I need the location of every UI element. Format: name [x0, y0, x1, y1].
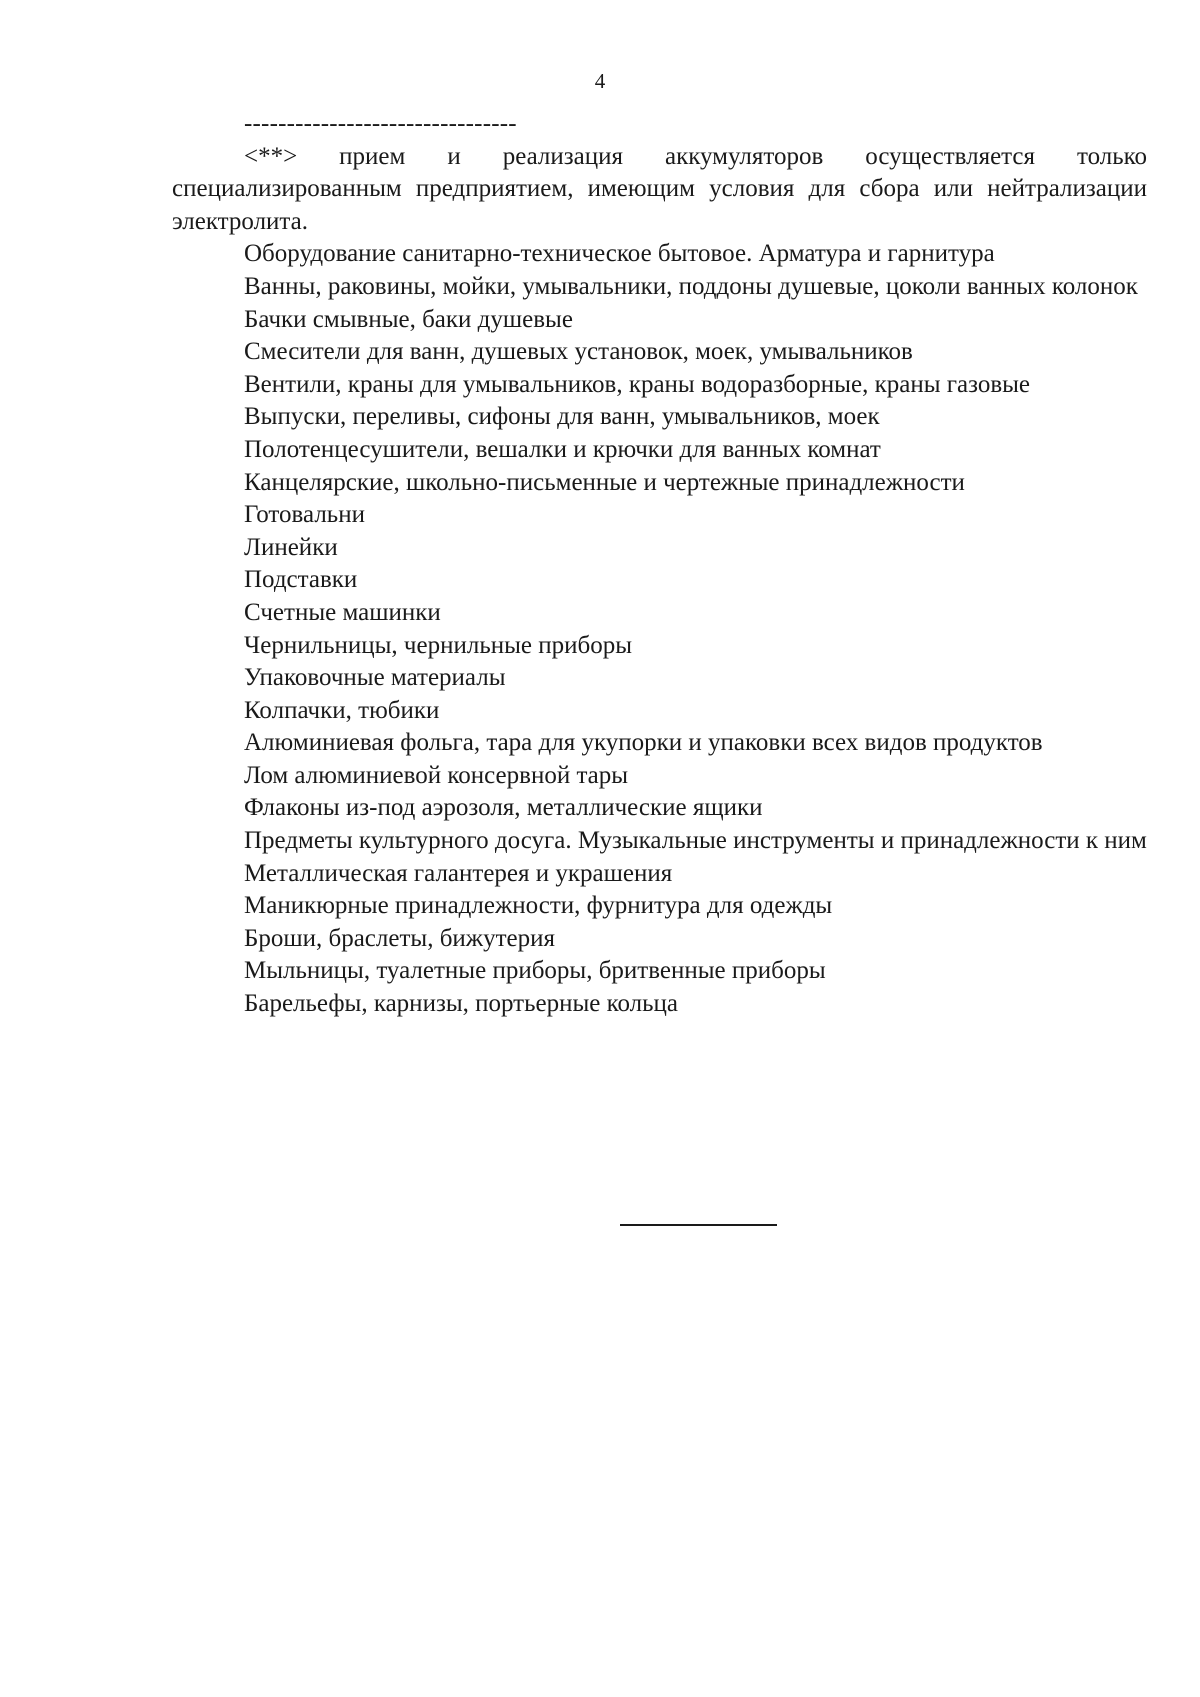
list-item: Упаковочные материалы — [244, 664, 506, 692]
list-item: Флаконы из-под аэрозоля, металлические ящики — [244, 794, 763, 822]
list-item: Чернильницы, чернильные приборы — [244, 631, 633, 659]
list-item: Броши, браслеты, бижутерия — [244, 924, 555, 952]
list-item: Лом алюминиевой консервной тары — [244, 761, 629, 789]
list-item: Смесители для ванн, душевых установок, моек, умывальников — [244, 338, 913, 366]
list-item: Предметы культурного досуга. Музыкальные инструменты и принадлежности к ним — [244, 827, 1147, 855]
list-item: Металлическая галантерея и украшения — [244, 859, 673, 887]
list-item: Готовальни — [244, 501, 365, 529]
document-body — [172, 108, 1147, 1021]
list-item: Барельефы, карнизы, портьерные кольца — [244, 990, 679, 1018]
page-number: 4 — [594, 69, 606, 93]
end-of-document-rule — [620, 1224, 777, 1226]
list-item: Выпуски, переливы, сифоны для ванн, умывальников, моек — [244, 403, 880, 431]
list-item: Колпачки, тюбики — [244, 696, 440, 724]
list-item: Линейки — [244, 533, 338, 561]
list-item: Алюминиевая фольга, тара для укупорки и упаковки всех видов продуктов — [244, 729, 1043, 757]
list-item: Подставки — [244, 566, 358, 594]
list-item: Маникюрные принадлежности, фурнитура для одежды — [244, 892, 833, 920]
list-item: Канцелярские, школьно-письменные и чертежные принадлежности — [244, 468, 965, 496]
list-item: Мыльницы, туалетные приборы, бритвенные приборы — [244, 957, 826, 985]
list-item: Счетные машинки — [244, 598, 441, 626]
list-item: Полотенцесушители, вешалки и крючки для ванных комнат — [244, 435, 881, 463]
footnote-separator: -------------------------------- — [244, 110, 517, 137]
list-item: Ванны, раковины, мойки, умывальники, поддоны душевые, цоколи ванных колонок — [244, 272, 1138, 300]
list-item: Бачки смывные, баки душевые — [244, 305, 573, 333]
footnote-paragraph: <**> прием и реализация аккумуляторов осуществляется только специализированным предприятием, имеющим условия для сбора или нейтрализации электролита. — [172, 142, 1147, 235]
list-item: Вентили, краны для умывальников, краны водоразборные, краны газовые — [244, 370, 1031, 398]
list-item: Оборудование санитарно-техническое бытовое. Арматура и гарнитура — [244, 240, 995, 268]
